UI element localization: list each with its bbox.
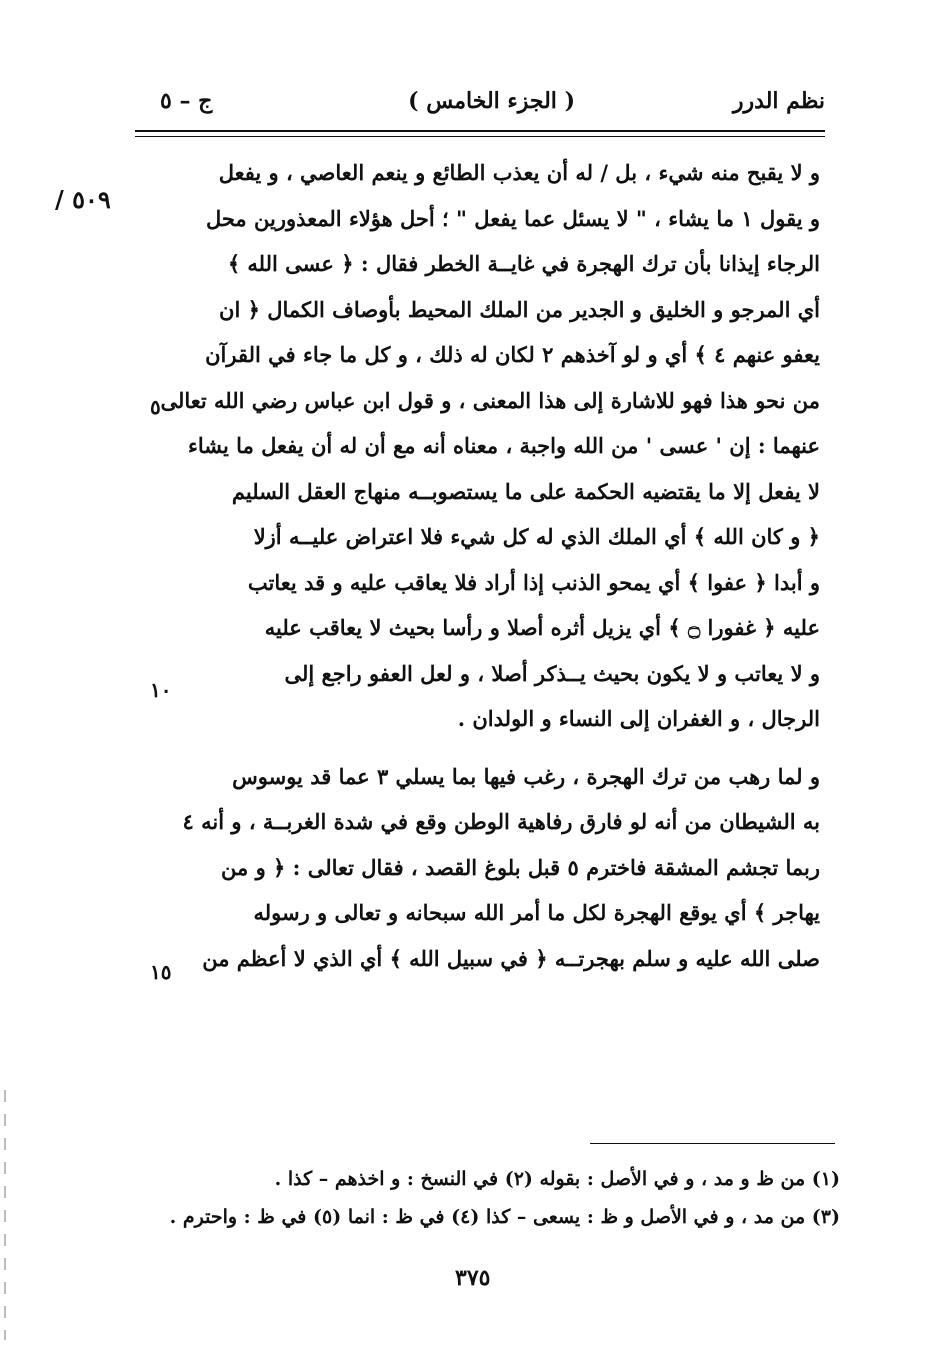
- footnote-line: (١) من ظ و مد ، و في الأصل : بقوله (٢) في النسخ : و اخذهم – كذا .: [274, 1168, 840, 1190]
- footnotes: [169, 1160, 840, 1236]
- text-line: الرجاء إيذانا بأن ترك الهجرة في غايــة الخطر فقال : ﴿ عسى الله ﴾: [227, 251, 820, 276]
- text-line: من نحو هذا فهو للاشارة إلى هذا المعنى ، و قول ابن عباس رضي الله تعالى: [160, 387, 820, 413]
- text-line: و يقول ١ ما يشاء ، " لا يسئل عما يفعل " ؛ أحل هؤلاء المعذورين محل: [205, 205, 820, 231]
- header-rule-thin: [135, 136, 825, 137]
- text-line: يعفو عنهم ٤ ﴾ أي و لو آخذهم ٢ لكان له ذلك ، و كل ما جاء في القرآن: [205, 342, 820, 367]
- text-line: عليه ﴿ غفورا ۝ ﴾ أي يزيل أثره أصلا و رأسا بحيث لا يعاقب عليه: [264, 615, 820, 640]
- text-line: و أبدا ﴿ عفوا ﴾ أي يمحو الذنب إذا أراد فلا يعاقب عليه و قد يعاتب: [247, 569, 820, 595]
- page-number: ٣٧٥: [455, 1265, 491, 1291]
- text-line: صلى الله عليه و سلم بهجرتــه ﴿ في سبيل الله ﴾ أي الذي لا أعظم من: [202, 945, 820, 971]
- line-number-10: ١٠: [150, 678, 172, 702]
- text-line: و لما رهب من ترك الهجرة ، رغب فيها بما يسلي ٣ عما قد يوسوس: [232, 763, 820, 789]
- part-title: ( الجزء الخامس ): [408, 88, 575, 114]
- margin-page-reference: / ٥٠٩: [55, 185, 111, 214]
- line-number-15: ١٥: [150, 960, 172, 984]
- text-line: و لا يقبح منه شيء ، بل / له أن يعذب الطائع و ينعم العاصي ، و يفعل: [218, 160, 820, 185]
- text-line: الرجال ، و الغفران إلى النساء و الولدان .: [457, 706, 820, 731]
- scan-edge-marks: [4, 1090, 6, 1340]
- text-line: لا يفعل إلا ما يقتضيه الحكمة على ما يستصوبــه منهاج العقل السليم: [231, 478, 820, 504]
- line-number-5: ٥: [150, 395, 161, 419]
- text-line: ربما تجشم المشقة فاخترم ٥ قبل بلوغ القصد ، فقال تعالى : ﴿ و من: [221, 854, 820, 880]
- text-line: به الشيطان من أنه لو فارق رفاهية الوطن وقع في شدة الغربــة ، و أنه ٤: [182, 809, 820, 834]
- text-line: و لا يعاتب و لا يكون بحيث يــذكر أصلا ، و لعل العفو راجع إلى: [284, 660, 820, 686]
- text-line: أي المرجو و الخليق و الجدير من الملك المحيط بأوصاف الكمال ﴿ ان: [219, 296, 820, 322]
- text-line: ﴿ و كان الله ﴾ أي الملك الذي له كل شيء فلا اعتراض عليــه أزلا: [253, 524, 820, 549]
- running-header: [150, 88, 825, 128]
- text-line: عنهما : إن ' عسى ' من الله واجبة ، معناه أنه مع أن له أن يفعل ما يشاء: [188, 433, 820, 458]
- volume-label: ج – ٥: [160, 88, 213, 114]
- book-title: نظم الدرر: [732, 88, 825, 114]
- footnote-line: (٣) من مد ، و في الأصل و ظ : يسعى – كذا (٤) في ظ : انما (٥) في ظ : واحترم .: [169, 1206, 840, 1228]
- footnote-rule: [590, 1143, 835, 1144]
- text-line: يهاجر ﴾ أي يوقع الهجرة لكل ما أمر الله سبحانه و تعالى و رسوله: [253, 900, 820, 925]
- header-rule: [135, 130, 825, 132]
